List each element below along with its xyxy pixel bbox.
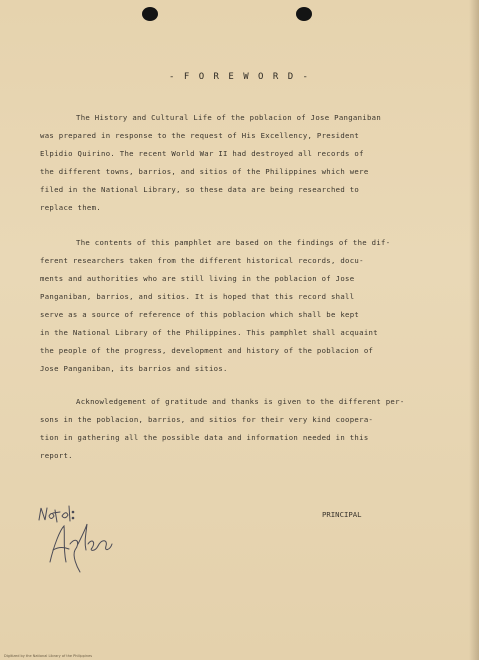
paragraph-3 [40, 393, 440, 465]
handwritten-signature [36, 500, 116, 575]
text-line: tion in gathering all the possible data and information needed in this [40, 433, 369, 442]
document-title: - F O R E W O R D - [169, 72, 310, 82]
text-line: sons in the poblacion, barrios, and sitios for their very kind coopera- [40, 415, 374, 424]
text-line: The contents of this pamphlet are based on the findings of the dif- [76, 238, 391, 247]
paragraph-1 [40, 109, 440, 217]
text-line: the different towns, barrios, and sitios of the Philippines which were [40, 167, 369, 176]
text-line: Jose Panganiban, its barrios and sitios. [40, 364, 228, 373]
text-line: Elpidio Quirino. The recent World War II had destroyed all records of [40, 149, 364, 158]
text-line: the people of the progress, development and history of the poblacion of [40, 346, 374, 355]
text-line: serve as a source of reference of this poblacion which shall be kept [40, 310, 360, 319]
text-line: The History and Cultural Life of the poblacion of Jose Panganiban [76, 113, 382, 122]
principal-label: PRINCIPAL [322, 510, 362, 519]
text-line: replace them. [40, 203, 102, 212]
text-line: ferent researchers taken from the different historical records, docu- [40, 256, 364, 265]
text-line: Acknowledgement of gratitude and thanks is given to the different per- [76, 397, 405, 406]
punch-hole [296, 7, 312, 21]
footer-credit: Digitized by the National Library of the Philippines [4, 654, 93, 658]
text-line: filed in the National Library, so these data are being researched to [40, 185, 360, 194]
text-line: report. [40, 451, 73, 460]
text-line: in the National Library of the Philippines. This pamphlet shall acquaint [40, 328, 378, 337]
text-line: ments and authorities who are still living in the poblacion of Jose [40, 274, 355, 283]
paragraph-2 [40, 234, 440, 378]
punch-hole [142, 7, 158, 21]
text-line: was prepared in response to the request of His Excellency, President [40, 131, 360, 140]
text-line: Panganiban, barrios, and sitios. It is hoped that this record shall [40, 292, 355, 301]
